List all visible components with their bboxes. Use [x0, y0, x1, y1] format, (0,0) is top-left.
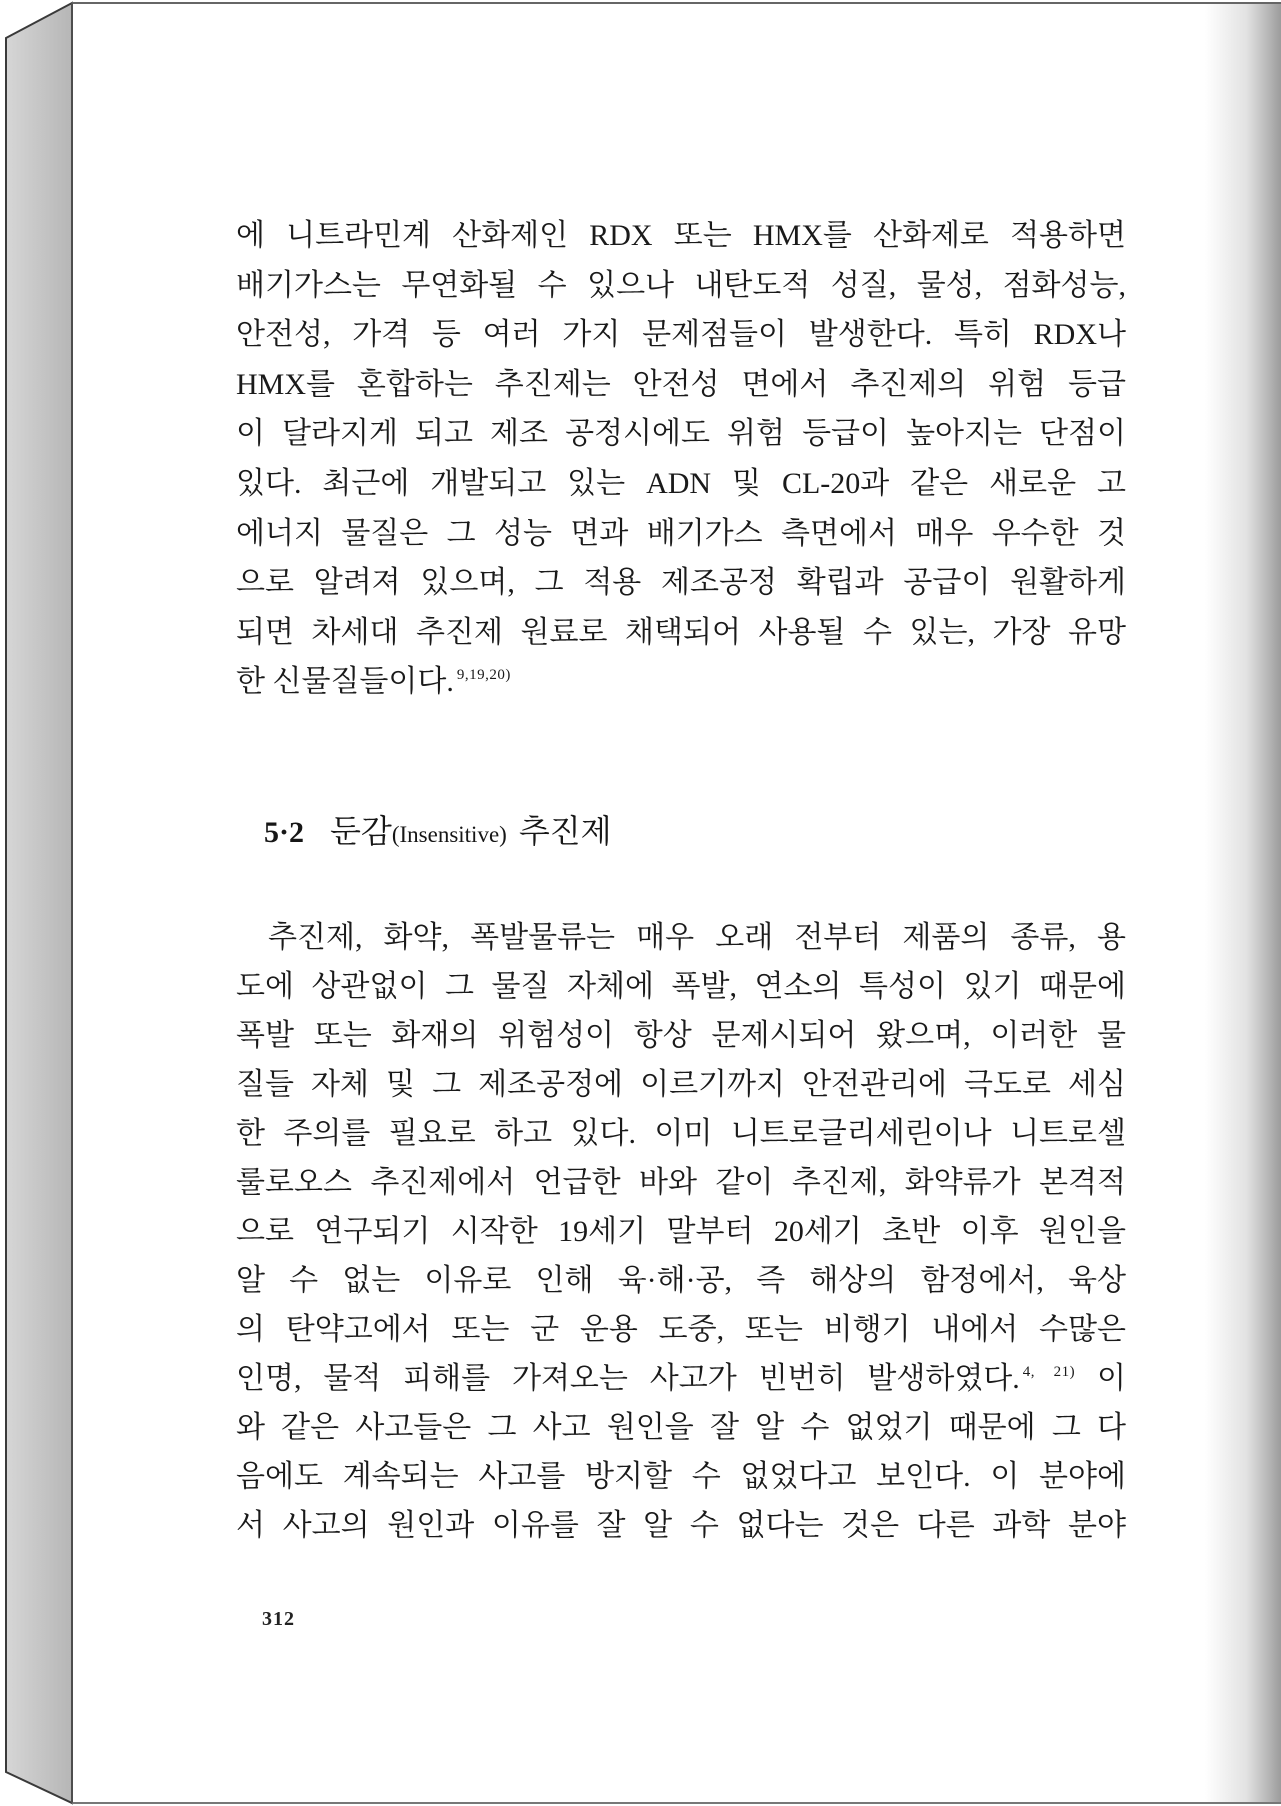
paragraph-1	[236, 211, 1126, 707]
text-line: 에 니트라민계 산화제인 RDX 또는 HMX를 산화제로 적용하면	[236, 219, 1126, 252]
text-line: 한 주의를 필요로 하고 있다. 이미 니트로글리세린이나 니트로셀	[236, 1117, 1126, 1150]
section-heading	[264, 808, 612, 854]
text-line-tail: 이	[1097, 1362, 1127, 1395]
paragraph-2	[236, 913, 1126, 1550]
section-title: 둔감	[330, 813, 392, 849]
text-line: 배기가스는 무연화될 수 있으나 내탄도적 성질, 물성, 점화성능,	[236, 268, 1126, 302]
text-line: 에너지 물질은 그 성능 면과 배기가스 측면에서 매우 우수한 것	[236, 516, 1126, 550]
text-line: 으로 연구되기 시작한 19세기 말부터 20세기 초반 이후 원인을	[236, 1215, 1126, 1248]
text-line: HMX를 혼합하는 추진제는 안전성 면에서 추진제의 위험 등급	[236, 367, 1126, 401]
text-line: 으로 알려져 있으며, 그 적용 제조공정 확립과 공급이 원활하게	[236, 566, 1126, 600]
text-line: 의 탄약고에서 또는 군 운용 도중, 또는 비행기 내에서 수많은	[236, 1313, 1126, 1346]
section-title-tail: 추진제	[518, 813, 612, 849]
text-line: 와 같은 사고들은 그 사고 원인을 잘 알 수 없었기 때문에 그 다	[236, 1411, 1126, 1444]
text-line: 질들 자체 및 그 제조공정에 이르기까지 안전관리에 극도로 세심	[236, 1068, 1126, 1101]
page-number: 312	[262, 1608, 295, 1630]
section-title-english: (Insensitive)	[391, 822, 507, 847]
text-line-last	[236, 657, 1126, 707]
reference-superscript: 4, 21)	[1022, 1364, 1076, 1380]
text-line: 도에 상관없이 그 물질 자체에 폭발, 연소의 특성이 있기 때문에	[236, 970, 1126, 1003]
page-right-shadow	[1205, 3, 1281, 1803]
text-line: 폭발 또는 화재의 위험성이 항상 문제시되어 왔으며, 이러한 물	[236, 1019, 1126, 1052]
text-line: 이 달라지게 되고 제조 공정시에도 위험 등급이 높아지는 단점이	[236, 417, 1126, 451]
section-number: 5·2	[264, 816, 305, 849]
book-spine-edge	[6, 3, 72, 1803]
text-line: 되면 차세대 추진제 원료로 채택되어 사용될 수 있는, 가장 유망	[236, 615, 1126, 649]
text-line: 알 수 없는 이유로 인해 육·해·공, 즉 해상의 함정에서, 육상	[236, 1264, 1126, 1297]
text-line: 안전성, 가격 등 여러 가지 문제점들이 발생한다. 특히 RDX나	[236, 318, 1126, 352]
text-line: 음에도 계속되는 사고를 방지할 수 없었다고 보인다. 이 분야에	[236, 1460, 1126, 1493]
text-line: 룰로오스 추진제에서 언급한 바와 같이 추진제, 화약류가 본격적	[236, 1166, 1126, 1199]
text-line: 있다. 최근에 개발되고 있는 ADN 및 CL-20과 같은 새로운 고	[236, 466, 1126, 500]
reference-superscript: 9,19,20)	[456, 667, 511, 684]
text-line-with-reference	[236, 1354, 1126, 1403]
text-line-content: 인명, 물적 피해를 가져오는 사고가 빈번히 발생하였다.	[236, 1362, 1020, 1395]
text-line-content: 한 신물질들이다.	[236, 665, 454, 699]
text-line: 서 사고의 원인과 이유를 잘 알 수 없다는 것은 다른 과학 분야	[236, 1509, 1126, 1542]
text-line-first: 추진제, 화약, 폭발물류는 매우 오래 전부터 제품의 종류, 용	[268, 921, 1126, 954]
